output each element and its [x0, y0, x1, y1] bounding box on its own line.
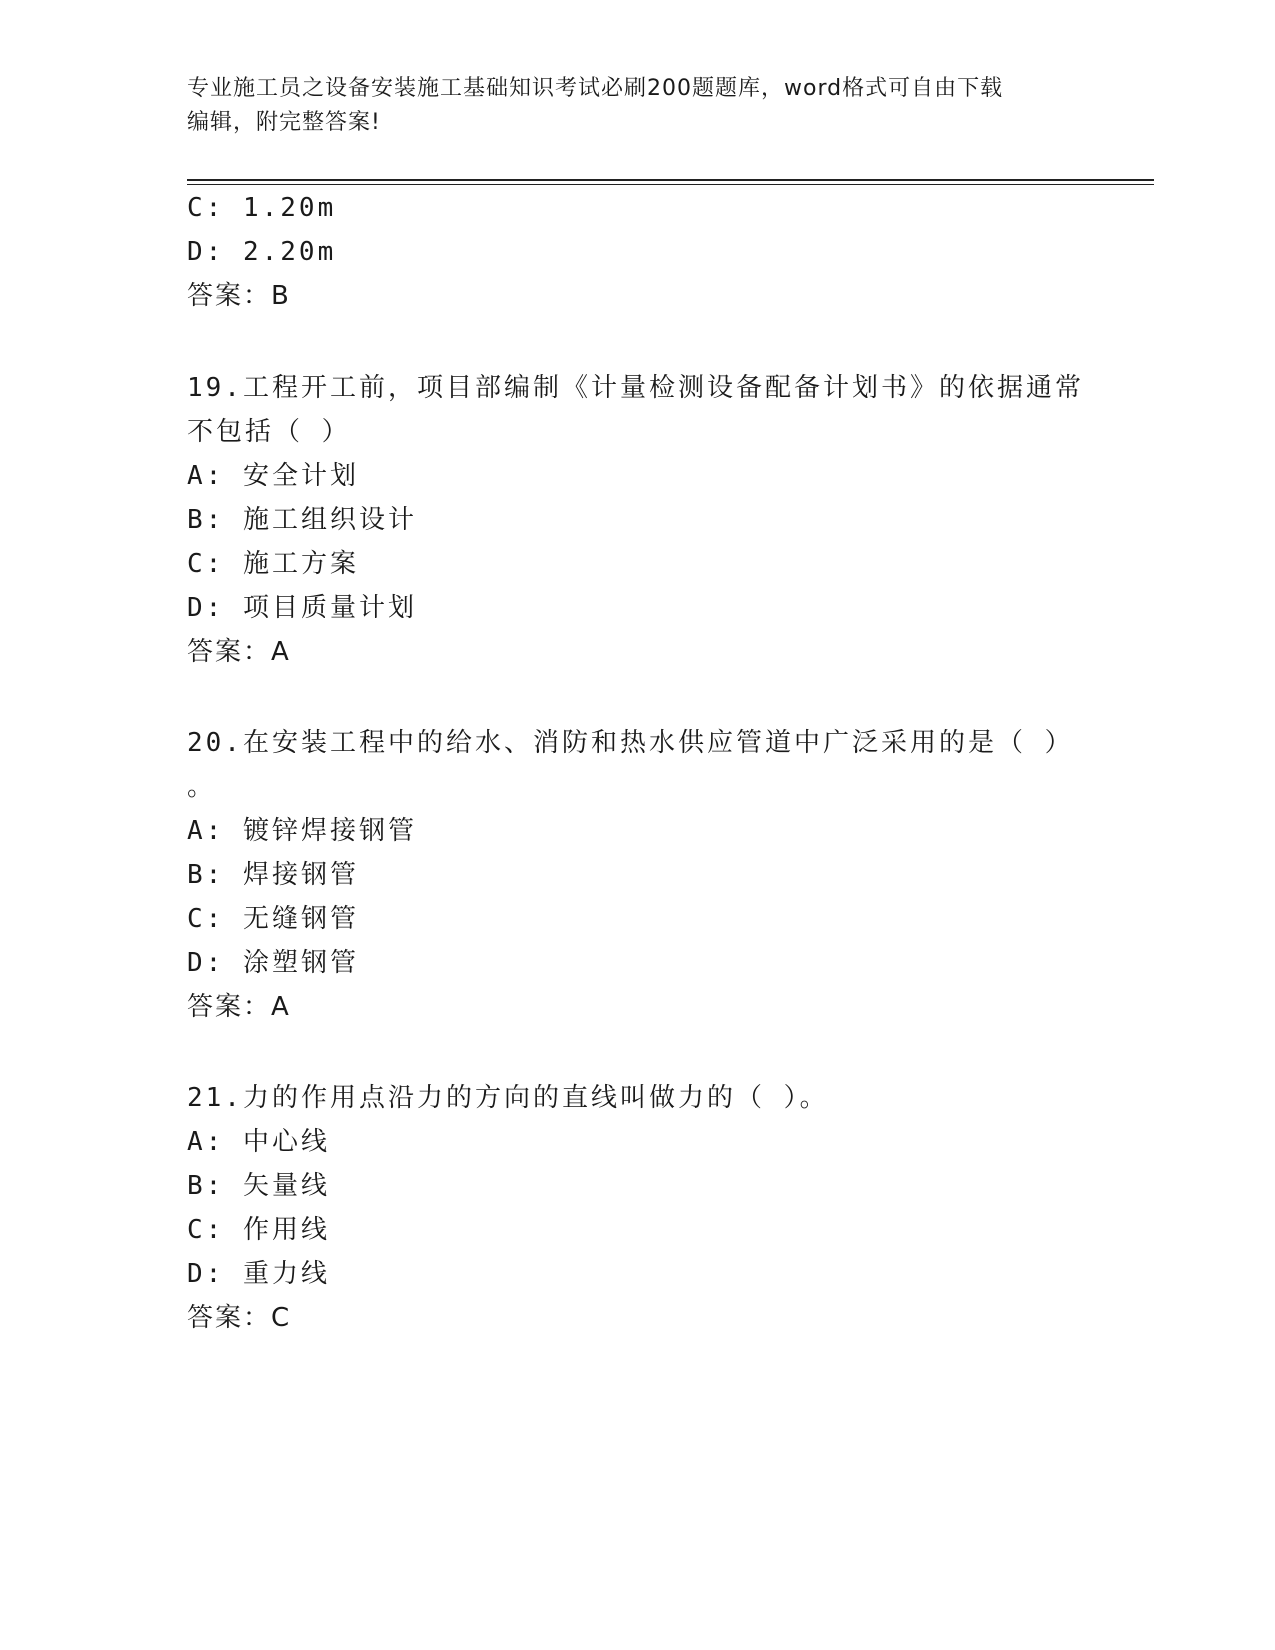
q20-stem-line-1: 20.在安装工程中的给水、消防和热水供应管道中广泛采用的是（ ） — [187, 728, 1074, 758]
header-divider-thick — [187, 179, 1154, 181]
q19-option-b: B: 施工组织设计 — [187, 505, 417, 535]
q19-option-a: A: 安全计划 — [187, 461, 359, 491]
document-header — [187, 72, 1067, 140]
q21-stem-line-1: 21.力的作用点沿力的方向的直线叫做力的（ ）。 — [187, 1083, 829, 1113]
q20-answer: 答案：A — [187, 992, 291, 1022]
q21-answer: 答案：C — [187, 1303, 292, 1333]
q21-option-c: C: 作用线 — [187, 1215, 330, 1245]
q20-option-c: C: 无缝钢管 — [187, 904, 359, 934]
q20-option-b: B: 焊接钢管 — [187, 860, 359, 890]
q21-option-b: B: 矢量线 — [187, 1171, 330, 1201]
q19-option-d: D: 项目质量计划 — [187, 593, 417, 623]
header-line-2: 编辑，附完整答案! — [187, 110, 381, 135]
q19-answer: 答案：A — [187, 637, 291, 667]
prev-option-d: D: 2.20m — [187, 237, 337, 267]
prev-answer: 答案：B — [187, 281, 291, 311]
q19-stem-line-2: 不包括（ ） — [187, 417, 351, 447]
header-divider-thin — [187, 184, 1154, 185]
q20-stem-line-2: 。 — [187, 772, 217, 802]
q20-option-d: D: 涂塑钢管 — [187, 948, 359, 978]
q19-stem-line-1: 19.工程开工前，项目部编制《计量检测设备配备计划书》的依据通常 — [187, 373, 1084, 403]
q20-option-a: A: 镀锌焊接钢管 — [187, 816, 417, 846]
prev-option-c: C: 1.20m — [187, 193, 337, 223]
q21-option-a: A: 中心线 — [187, 1127, 330, 1157]
q21-option-d: D: 重力线 — [187, 1259, 330, 1289]
q19-option-c: C: 施工方案 — [187, 549, 359, 579]
header-line-1: 专业施工员之设备安装施工基础知识考试必刷200题题库，word格式可自由下载 — [187, 76, 1004, 101]
